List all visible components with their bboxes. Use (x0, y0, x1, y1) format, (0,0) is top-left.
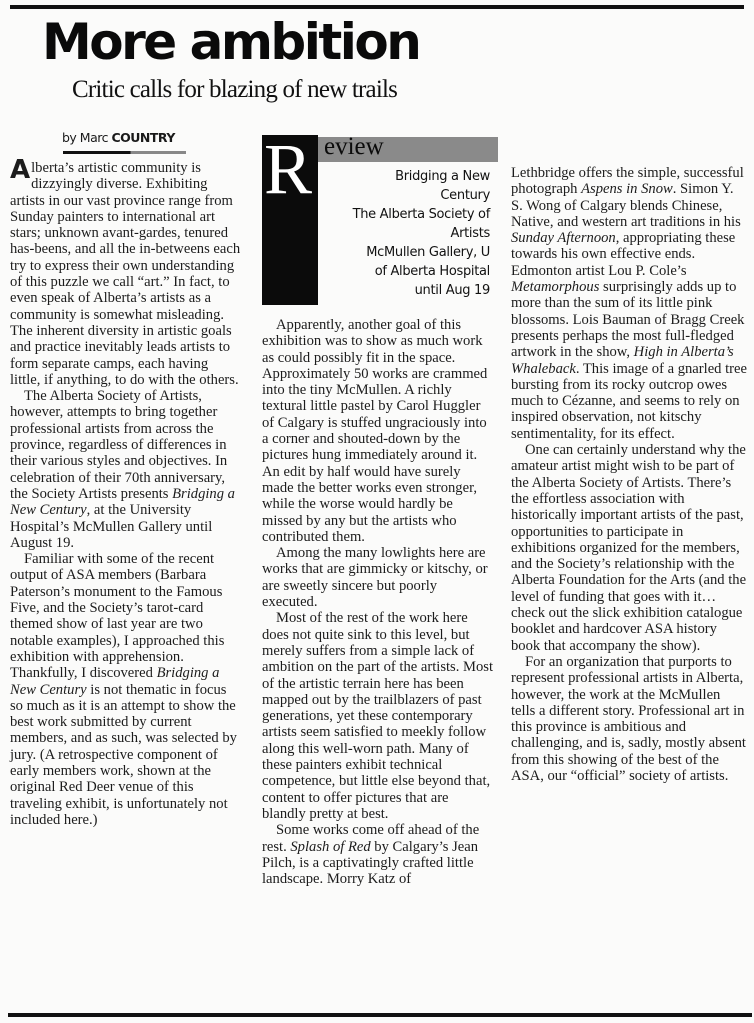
artwork-title: Bridging a New Century (10, 485, 235, 519)
headline: More ambition (42, 13, 420, 71)
paragraph: Among the many lowlights here are works that are gimmicky or kitschy, or are sweetly sincere but poorly executed. (262, 545, 488, 611)
review-info (320, 167, 490, 300)
byline (62, 130, 175, 145)
column-2 (262, 317, 494, 887)
artwork-title: Metamorphous (511, 279, 600, 296)
byline-prefix: by Marc (62, 130, 108, 145)
paragraph-text: lberta’s artistic community is dizzyingly diverse. Exhibiting artists in our vast province range from Sunday painters to international art stars; unknown avant-gardes, tenured has-beens, and all the in-betweens each try to express their own understanding of this puzzle we call “art.” In fact, to even speak of Alberta’s artists as a community is somewhat misleading. The inherent diversity in artistic goals and practice inevitably leads artists to form separate camps, each having little, if anything, to do with the others. (10, 160, 241, 388)
paragraph: One can certainly understand why the amateur artist might wish to be part of the Alberta Society of Artists. There’s the effortless association with historically important artists of the past, opportunities to participate in exhibitions organized for the members, and the Society’s relationship with the Alberta Foundation for the Arts (and the level of funding that goes with it… check out the slick exhibition catalogue booklet and hardcover ASA history book that accompany the show). (511, 442, 747, 654)
bottom-rule (8, 1013, 752, 1017)
artwork-title: Bridging a New Century (10, 665, 220, 698)
paragraph-text: surprisingly adds up to more than the sum of its little pink blossoms. Lois Bauman of Bragg Creek presents perhaps the most full-fledged artwork in the show, (511, 279, 745, 361)
paragraph-text: , appropriating these towards his own effective ends. Edmonton artist Lou P. Cole’s (511, 230, 736, 279)
deck-subheadline: Critic calls for blazing of new trails (72, 76, 398, 103)
paragraph-text: Familiar with some of the recent output of ASA members (Barbara Paterson’s monument to the Famous Five, and the Society’s tarot-card themed show of last year are two notable examples), I approached this exhibition with apprehension. Thankfully, I discovered (10, 551, 225, 682)
byline-rule (63, 151, 186, 154)
artwork-title: Aspens in Snow (581, 181, 673, 198)
column-3 (511, 165, 747, 784)
paragraph-text: The Alberta Society of Artists, however, attempts to bring together professional artists from across the province, regardless of differences in their various styles and objectives. In celebration of their 70th anniversary, the Society Artists presents (10, 388, 228, 502)
review-info-line: Century (440, 188, 490, 203)
review-r-block (262, 129, 318, 305)
paragraph-text: Lethbridge offers the simple, successful photograph (511, 165, 744, 198)
artwork-title: Splash of Red (290, 838, 371, 855)
paragraph-text: by Calgary’s Jean Pilch, is a captivatingly crafted little landscape. Morry Katz of (262, 838, 479, 888)
paragraph (10, 155, 242, 388)
review-info-line: The Alberta Society of (352, 207, 490, 222)
paragraph: For an organization that purports to represent professional artists in Alberta, however, the work at the McMullen tells a different story. Professional art in this province is ambitious and challenging, and is, sadly, mostly absent from this showing of the best of the ASA, our “official” society of artists. (511, 653, 746, 784)
review-box (262, 129, 498, 305)
paragraph: Apparently, another goal of this exhibition was to show as much work as could possibly fit in the space. Approximately 50 works are crammed into the tiny McMullen. A richly textural little pastel by Carol Huggler of Calgary is stuffed ungraciously into a corner and shouted-down by the pictures hung immediately around it. An edit by half would have surely made the better works even stronger, while the worse would hardly be missed by any but the artists who contributed them. (262, 317, 488, 545)
review-label-initial: R (264, 129, 313, 209)
paragraph-text: , at the University Hospital’s McMullen Gallery until August 19. (10, 502, 213, 551)
paragraph (511, 165, 747, 442)
paragraph (10, 551, 242, 828)
review-info-line: of Alberta Hospital (374, 264, 490, 279)
review-info-line: Artists (450, 226, 490, 241)
review-label-rest: eview (324, 133, 384, 160)
paragraph-text: . This image of a gnarled tree bursting from its rocky outcrop owes much to Cézanne, and seems to rely on inspired observation, not kitschy sentimentality, for its effect. (511, 360, 747, 442)
column-1 (10, 155, 242, 828)
paragraph-text: Some works come off ahead of the rest. (262, 822, 480, 855)
artwork-title: Sunday Afternoon (511, 230, 616, 247)
byline-author: COUNTRY (111, 130, 175, 145)
paragraph-text: is not thematic in focus so much as it is an attempt to show the best work submitted by current members, and as such, was selected by jury. (A retrospective component of early members work, shown at the original Red Deer venue of this traveling exhibit, is unfortunately not included here.) (10, 681, 237, 828)
review-info-line: McMullen Gallery, U (366, 245, 490, 260)
paragraph (262, 822, 494, 887)
paragraph: Most of the rest of the work here does not quite sink to this level, but merely suffers from a simple lack of ambition on the part of the artists. Most of the artistic terrain here has been mapped out by the trailblazers of past generations, yet these contemporary artists seem satisfied to meekly follow along this well-worn path. Many of these painters exhibit technical competence, but little else beyond that, content to offer pictures that are blandly pretty at best. (262, 610, 494, 822)
paragraph (10, 388, 242, 551)
paragraph-text: . Simon Y. S. Wong of Calgary blends Chinese, Native, and western art traditions in his (511, 181, 741, 230)
review-band (318, 133, 498, 162)
review-info-line: until Aug 19 (414, 283, 490, 298)
review-info-line: Bridging a New (395, 169, 490, 184)
artwork-title: High in Alberta’s Whaleback (511, 344, 734, 377)
drop-cap: A (10, 155, 31, 185)
